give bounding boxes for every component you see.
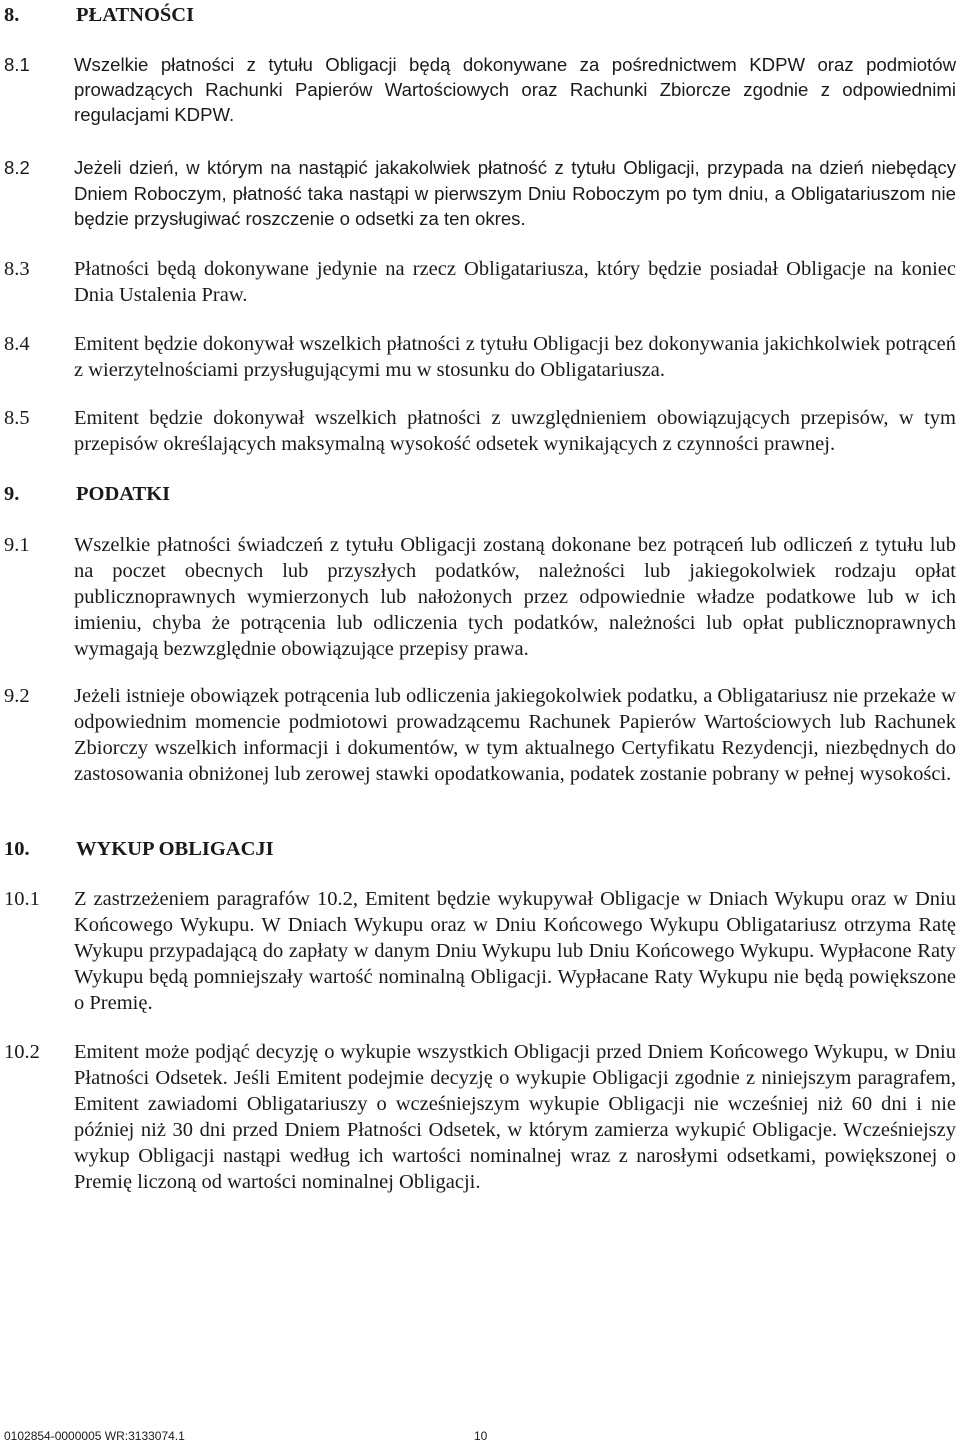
- section-number: 10.: [4, 838, 30, 860]
- section-heading-8: [4, 2, 924, 28]
- clause-number: 9.1: [4, 534, 30, 556]
- clause-number: 8.3: [4, 258, 30, 280]
- clause-8-1: [4, 52, 956, 127]
- page-number: 10: [474, 1429, 488, 1443]
- clause-text: Emitent będzie dokonywał wszelkich płatności z tytułu Obligacji bez dokonywania jakichkolwiek potrąceń z wierzytelnościami przysługującymi mu w stosunku do Obligatariusza.: [74, 333, 956, 381]
- section-title: PŁATNOŚCI: [76, 4, 195, 26]
- clause-number: 8.2: [4, 157, 30, 178]
- clause-text: Jeżeli dzień, w którym na nastąpić jakakolwiek płatność z tytułu Obligacji, przypada na dzień niebędący Dniem Roboczym, płatność taka nastąpi w pierwszym Dniu Roboczym po tym dniu, a Obligatariuszom nie będzie przysługiwać roszczenie o odsetki za ten okres.: [74, 157, 956, 229]
- section-title: WYKUP OBLIGACJI: [76, 838, 274, 860]
- section-number: 9.: [4, 483, 20, 505]
- section-title: PODATKI: [76, 483, 171, 505]
- clause-number: 10.2: [4, 1041, 40, 1063]
- clause-8-4: [4, 331, 956, 383]
- clause-8-2: [4, 155, 956, 232]
- clause-10-1: [4, 886, 956, 1016]
- clause-9-1: [4, 532, 956, 662]
- clause-text: Emitent może podjąć decyzję o wykupie wszystkich Obligacji przed Dniem Końcowego Wykupu, w Dniu Płatności Odsetek. Jeśli Emitent podejmie decyzję o wykupie Obligacji zgodnie z niniejszym paragrafem, Emitent zawiadomi Obligatariuszy o wcześniejszym wykupie Obligacji nie wcześniej niż 60 dni i nie później niż 30 dni przed Dniem Płatności Odsetek, w którym zamierza wykupić Obligacje. Wcześniejszy wykup Obligacji nastąpi według ich wartości nominalnej wraz z narosłymi odsetkami, powiększonej o Premię liczoną od wartości nominalnej Obligacji.: [74, 1041, 956, 1193]
- clause-number: 8.4: [4, 333, 30, 355]
- clause-text: Jeżeli istnieje obowiązek potrącenia lub odliczenia jakiegokolwiek podatku, a Obligatariusz nie przekaże w odpowiednim momencie podmiotowi prowadzącemu Rachunek Papierów Wartościowych lub Rachunek Zbiorczy wszelkich informacji i dokumentów, w tym aktualnego Certyfikatu Rezydencji, niezbędnych do zastosowania obniżonej lub zerowej stawki opodatkowania, podatek zostanie pobrany w pełnej wysokości.: [74, 685, 956, 785]
- clause-text: Z zastrzeżeniem paragrafów 10.2, Emitent będzie wykupywał Obligacje w Dniach Wykupu oraz w Dniu Końcowego Wykupu. W Dniach Wykupu oraz w Dniu Końcowego Wykupu Obligatariusz otrzyma Ratę Wykupu przypadającą do zapłaty w danym Dniu Wykupu lub Dniu Końcowego Wykupu. Wypłacone Raty Wykupu będą pomniejszały wartość nominalną Obligacji. Wypłacane Raty Wykupu nie będą powiększone o Premię.: [74, 888, 956, 1014]
- section-heading-9: [4, 481, 924, 507]
- clause-text: Emitent będzie dokonywał wszelkich płatności z uwzględnieniem obowiązujących przepisów, w tym przepisów określających maksymalną wysokość odsetek wynikających z czynności prawnej.: [74, 407, 956, 455]
- clause-text: Wszelkie płatności z tytułu Obligacji będą dokonywane za pośrednictwem KDPW oraz podmiotów prowadzących Rachunki Papierów Wartościowych oraz Rachunki Zbiorcze zgodnie z odpowiednimi regulacjami KDPW.: [74, 54, 956, 125]
- page-footer: [4, 1428, 944, 1444]
- clause-9-2: [4, 683, 956, 787]
- clause-text: Wszelkie płatności świadczeń z tytułu Obligacji zostaną dokonane bez potrąceń lub odliczeń z tytułu lub na poczet obecnych lub przyszłych podatków, należności lub jakiegokolwiek rodzaju opłat publicznoprawnych wymierzonych lub nałożonych przez odpowiednie władze podatkowe lub w ich imieniu, chyba że potrącenia lub odliczenia tych podatków, należności lub opłat publicznoprawnych wymagają bezwzględnie obowiązujące przepisy prawa.: [74, 534, 956, 660]
- clause-10-2: [4, 1039, 956, 1195]
- clause-text: Płatności będą dokonywane jedynie na rzecz Obligatariusza, który będzie posiadał Obligacje na koniec Dnia Ustalenia Praw.: [74, 258, 956, 306]
- clause-8-5: [4, 405, 956, 457]
- clause-number: 8.1: [4, 54, 30, 75]
- document-id: 0102854-0000005 WR:3133074.1: [4, 1429, 185, 1443]
- clause-number: 9.2: [4, 685, 30, 707]
- clause-8-3: [4, 256, 956, 308]
- clause-number: 10.1: [4, 888, 40, 910]
- section-number: 8.: [4, 4, 20, 26]
- section-heading-10: [4, 836, 924, 862]
- clause-number: 8.5: [4, 407, 30, 429]
